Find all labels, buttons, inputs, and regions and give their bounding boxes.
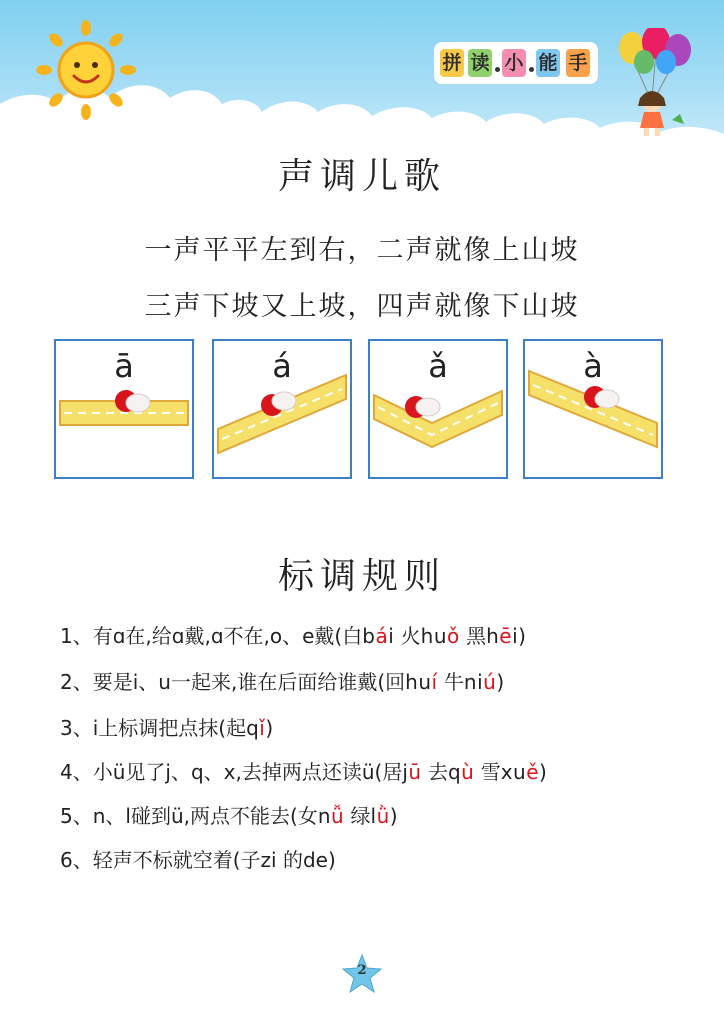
pinyin-example — [486, 624, 518, 648]
tone-label: ǎ — [428, 347, 448, 385]
brand-char: 能 — [536, 49, 560, 77]
pinyin-example — [464, 670, 496, 694]
brand-char: 小 — [502, 49, 526, 77]
pinyin-part: q — [447, 760, 462, 784]
sun-icon — [36, 20, 136, 120]
brand-char: 拼 — [440, 49, 464, 77]
rule-text: ) — [518, 624, 526, 648]
pinyin-example — [371, 804, 390, 828]
dip-road-illustration — [370, 341, 506, 477]
rule-text: ) — [496, 670, 505, 694]
tone-mark-vowel: ǒ — [447, 624, 460, 648]
rule-number: 2、 — [60, 670, 93, 694]
pinyin-part: q — [246, 716, 260, 740]
rules-title: 标调规则 — [277, 556, 446, 597]
tone-label: ā — [114, 347, 134, 385]
pinyin-part: ni — [463, 670, 484, 694]
rule-text: 去 — [421, 760, 448, 784]
rule-text: 要是i、u一起来,谁在后面给谁戴(回 — [92, 670, 406, 694]
pinyin-part: hu — [405, 670, 432, 694]
pinyin-part: b — [362, 624, 376, 648]
rule-text: 火 — [394, 624, 421, 648]
pinyin-example — [246, 716, 265, 740]
song-line: 一声平平左到右，二声就像上山坡 — [144, 235, 580, 266]
rising-road-illustration — [214, 341, 350, 477]
rule-text: ) — [539, 760, 547, 784]
pinyin-part: xu — [500, 760, 527, 784]
pinyin-part: i — [512, 624, 519, 648]
rule-number: 3、 — [60, 716, 93, 740]
brand-char: 手 — [566, 49, 590, 77]
pinyin-example — [402, 760, 421, 784]
tone-card-second — [212, 339, 352, 479]
pinyin-part: h — [486, 624, 500, 648]
falling-road-illustration — [525, 341, 661, 477]
song-line: 三声下坡又上坡，四声就像下山坡 — [144, 291, 580, 322]
rule-text: 绿 — [344, 804, 371, 828]
tone-mark-vowel: ǚ — [331, 804, 345, 828]
rule-line — [60, 800, 700, 829]
rule-line — [60, 844, 700, 873]
tone-mark-vowel: ě — [526, 760, 540, 784]
rule-line — [60, 666, 700, 695]
brand-logo — [434, 42, 598, 84]
tone-mark-vowel: ē — [499, 624, 513, 648]
pinyin-example — [405, 670, 437, 694]
tone-card-first — [54, 339, 194, 479]
rule-line — [60, 620, 700, 649]
rule-text: 轻声不标就空着(子zi 的de) — [92, 848, 336, 872]
rule-text: 雪 — [474, 760, 501, 784]
tone-label: à — [583, 347, 603, 385]
tone-mark-vowel: ù — [461, 760, 475, 784]
pinyin-example — [362, 624, 394, 648]
pinyin-part: hu — [420, 624, 447, 648]
rule-text: i上标调把点抹(起 — [92, 716, 247, 740]
tone-mark-vowel: ū — [408, 760, 422, 784]
rule-text: ) — [265, 716, 274, 740]
tone-card-third — [368, 339, 508, 479]
pinyin-part: j — [402, 760, 409, 784]
pinyin-example — [448, 760, 474, 784]
tone-mark-vowel: í — [431, 670, 438, 694]
tone-mark-vowel: ú — [483, 670, 497, 694]
tone-card-fourth — [523, 339, 663, 479]
rule-text: n、l碰到ü,两点不能去(女 — [92, 804, 318, 828]
rule-line — [60, 756, 700, 785]
rule-text: 黑 — [459, 624, 487, 648]
rule-text: 有ɑ在,给ɑ戴,ɑ不在,o、e戴(白 — [92, 624, 363, 648]
rule-number: 5、 — [60, 804, 93, 828]
rule-text: 牛 — [437, 670, 464, 694]
tone-mark-vowel: á — [375, 624, 389, 648]
brand-char: 读 — [468, 49, 492, 77]
tone-mark-vowel: ǐ — [259, 716, 266, 740]
rule-number: 1、 — [60, 624, 93, 648]
pinyin-part: l — [370, 804, 377, 828]
pinyin-example — [421, 624, 460, 648]
pinyin-part: n — [317, 804, 331, 828]
rule-text: 小ü见了j、q、x,去掉两点还读ü(居 — [92, 760, 403, 784]
tone-mark-vowel: ǜ — [376, 804, 390, 828]
rule-line — [60, 712, 700, 741]
flat-road-illustration — [56, 341, 192, 477]
page-number: 2 — [357, 963, 367, 978]
pinyin-example — [318, 804, 344, 828]
rule-number: 4、 — [60, 760, 93, 784]
brand-dot — [529, 67, 534, 72]
tone-label: á — [272, 347, 292, 385]
pinyin-part: i — [388, 624, 395, 648]
rule-number: 6、 — [60, 848, 93, 872]
rule-text: ) — [389, 804, 398, 828]
song-title: 声调儿歌 — [277, 156, 446, 197]
girl-with-balloons-illustration — [600, 28, 710, 138]
pinyin-example — [501, 760, 539, 784]
brand-dot — [495, 67, 500, 72]
